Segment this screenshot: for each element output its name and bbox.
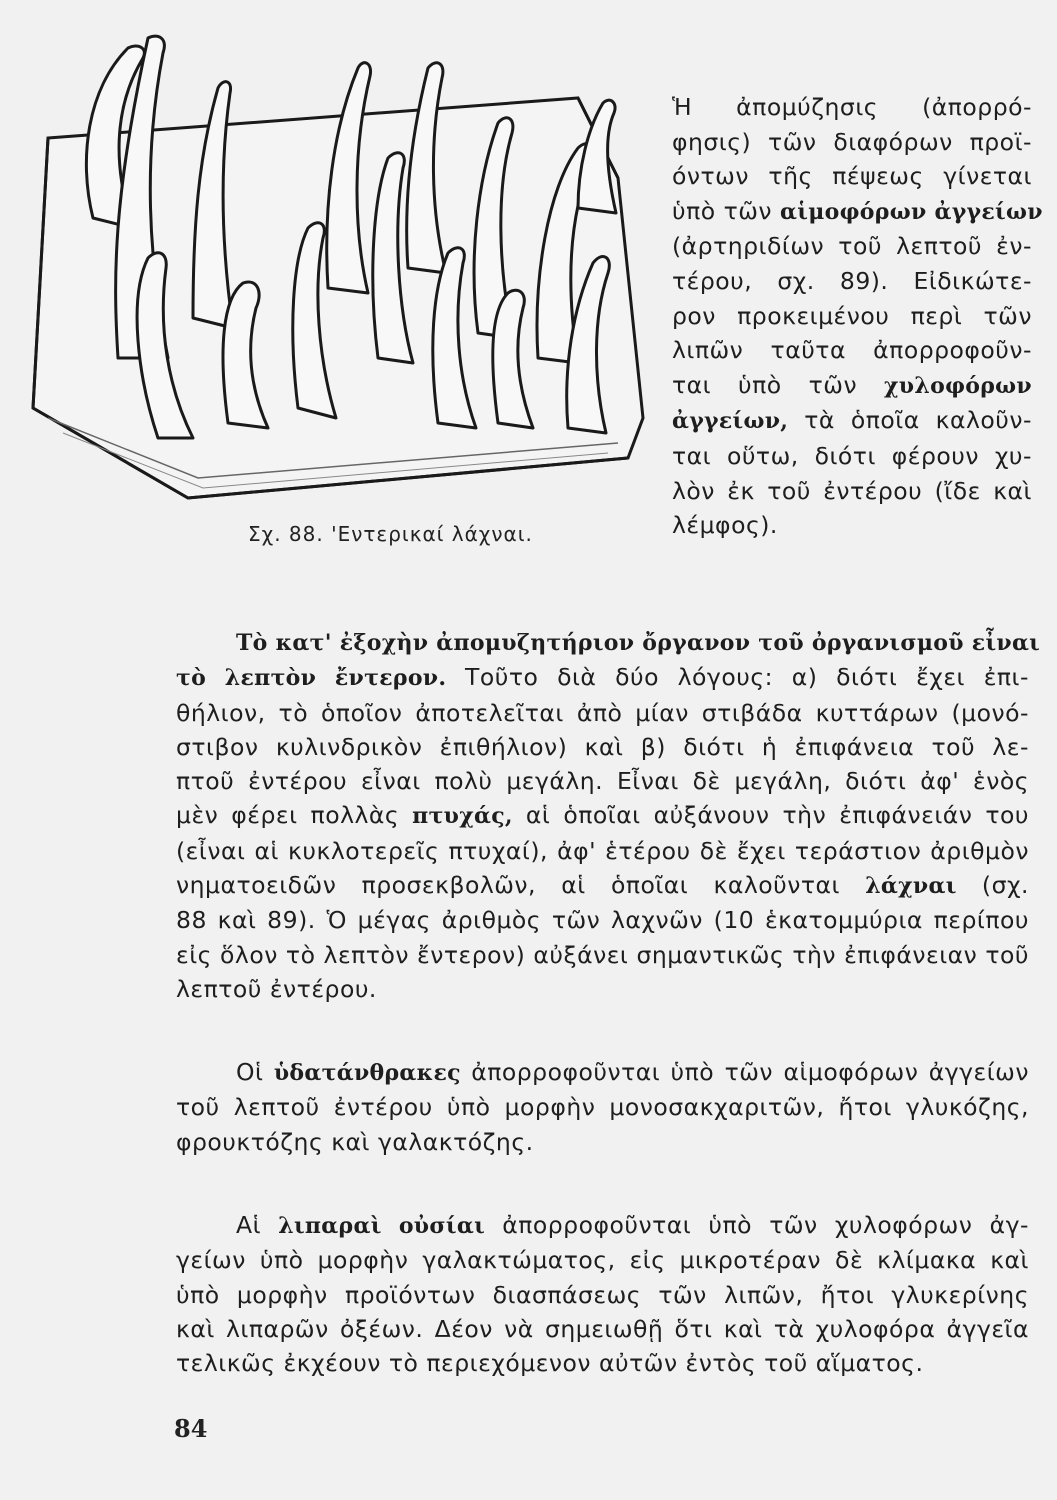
text-run: (σχ. [956,871,1030,900]
text-run: (ἀρτηριδίων τοῦ λεπτοῦ ἐν- [672,232,1032,261]
text-line [176,938,1029,972]
text-line [672,264,1032,299]
text-run: λεπτοῦ ἐντέρου. [176,974,377,1003]
main-paragraph-3 [176,1208,1029,1380]
text-run: φησις) τῶν διαφόρων προϊ- [672,127,1032,156]
text-run: (εἶναι αἱ κυκλοτερεῖς πτυχαί), ἀφ' ἑτέρου δὲ ἔχει τεράστιον ἀριθμὸν [176,836,1029,865]
text-run: τελικῶς ἐκχέουν τὸ περιεχόμενον αὐτῶν ἐντὸς τοῦ αἵματος. [176,1349,924,1378]
text-line [672,299,1032,334]
text-line [672,439,1032,474]
text-run: εἰς ὅλον τὸ λεπτὸν ἔντερον) αὐξάνει σημαντικῶς τὴν ἐπιφάνειαν τοῦ [176,940,1029,969]
text-run: ὑπὸ τῶν [672,196,781,225]
text-line [672,333,1032,368]
text-line [176,1090,1029,1124]
text-line [176,764,1029,798]
text-run: ται οὕτω, διότι φέρουν χυ- [672,441,1032,470]
bold-term: ὑδατάνθρακες [273,1060,461,1086]
bold-term: τὸ λεπτὸν ἔντερον. [176,665,447,692]
text-line [672,90,1032,125]
text-run: ἀπορροφοῦνται ὑπὸ τῶν αἱμοφόρων ἀγγείων [460,1058,1029,1086]
text-line [672,194,1043,230]
main-paragraph-2 [176,1055,1029,1159]
text-run: όντων τῆς πέψεως γίνεται [672,162,1032,191]
text-run: θήλιον, τὸ ὁποῖον ἀποτελεῖται ἀπὸ μίαν στιβάδα κυττάρων (μονό- [176,698,1029,727]
text-line [176,1312,1029,1346]
bold-term: αἱμοφόρων ἀγγείων [780,198,1043,225]
text-line [176,903,1029,937]
text-line [176,1243,1029,1277]
text-line [176,660,1029,695]
text-line [672,508,1032,543]
text-run: λέμφος). [672,511,778,540]
text-run: φρουκτόζης καὶ γαλακτόζης. [176,1127,534,1156]
text-line [176,1208,1029,1243]
text-run: τοῦ λεπτοῦ ἐντέρου ὑπὸ μορφὴν μονοσακχαριτῶν, ἤτοι γλυκόζης, [176,1093,1029,1122]
main-paragraph-1 [176,625,1041,1006]
text-run: τὰ ὁποῖα καλοῦν- [788,406,1032,435]
bold-term: Τὸ κατ' ἐξοχὴν ἀπομυζητήριον ὄργανον τοῦ ὀργανισμοῦ εἶναι [236,630,1041,656]
text-line [672,159,1032,194]
text-line [672,368,1032,404]
text-line [176,834,1029,868]
text-line [176,1125,1029,1159]
text-line [176,1055,1029,1090]
text-line [176,1278,1029,1312]
text-line [176,798,1029,833]
text-run: γείων ὑπὸ μορφὴν γαλακτώματος, εἰς μικροτέραν δὲ κλίμακα καὶ [176,1246,1029,1275]
text-line [176,972,1029,1006]
text-run: μὲν φέρει πολλὰς [176,801,413,830]
text-run: ται ὑπὸ τῶν [672,370,885,399]
page-number: 84 [174,1414,208,1443]
text-run: ρον προκειμένου περὶ τῶν [672,301,1032,330]
text-run: ὑπὸ μορφὴν προϊόντων διασπάσεως τῶν λιπῶν, ἤτοι γλυκερίνης [176,1280,1029,1309]
text-line [672,474,1032,509]
text-run: καὶ λιπαρῶν ὀξέων. Δέον νὰ σημειωθῇ ὅτι καὶ τὰ χυλοφόρα ἀγγεῖα [176,1314,1029,1343]
text-line [176,730,1029,764]
text-run: Τοῦτο διὰ δύο λόγους: α) διότι ἔχει ἐπι- [446,663,1029,692]
text-line [176,868,1029,903]
text-run: Αἱ [236,1211,279,1239]
text-run: 88 καὶ 89). Ὁ μέγας ἀριθμὸς τῶν λαχνῶν (10 ἑκατομμύρια περίπου [176,906,1029,935]
bold-term: λιπαραὶ οὐσίαι [278,1213,486,1239]
text-run: πτοῦ ἐντέρου εἶναι πολὺ μεγάλη. Εἶναι δὲ μεγάλη, διότι ἀφ' ἑνὸς [176,767,1029,796]
villi-illustration [18,28,648,518]
text-line [672,229,1032,264]
text-line [672,403,1032,439]
text-run: στιβον κυλινδρικὸν ἐπιθήλιον) καὶ β) διότι ἡ ἐπιφάνεια τοῦ λε- [176,732,1029,761]
text-run: ἀπορροφοῦνται ὑπὸ τῶν χυλοφόρων ἀγ- [485,1211,1029,1239]
text-run: λὸν ἐκ τοῦ ἐντέρου (ἴδε καὶ [672,476,1032,505]
text-run: νηματοειδῶν προσεκβολῶν, αἱ ὁποῖαι καλοῦνται [176,871,866,900]
bold-term: χυλοφόρων [884,372,1032,399]
text-run: αἱ ὁποῖαι αὐξάνουν τὴν ἐπιφάνειάν του [512,801,1030,830]
text-line [672,125,1032,160]
text-run: Οἱ [236,1058,274,1086]
bold-term: ἀγγείων, [672,408,789,435]
text-run: λιπῶν ταῦτα ἀπορροφοῦν- [672,336,1032,365]
text-line [176,1346,1029,1380]
text-run: τέρου, σχ. 89). Εἰδικώτε- [672,266,1032,295]
text-line [176,625,1041,660]
bold-term: λάχναι [865,873,957,900]
side-paragraph [672,90,1043,543]
bold-term: πτυχάς, [412,803,513,830]
figure-caption: Σχ. 88. 'Εντερικαί λάχναι. [248,522,533,546]
text-run: Ἡ ἀπομύζησις (ἀπορρό- [672,93,1032,121]
text-line [176,696,1029,730]
